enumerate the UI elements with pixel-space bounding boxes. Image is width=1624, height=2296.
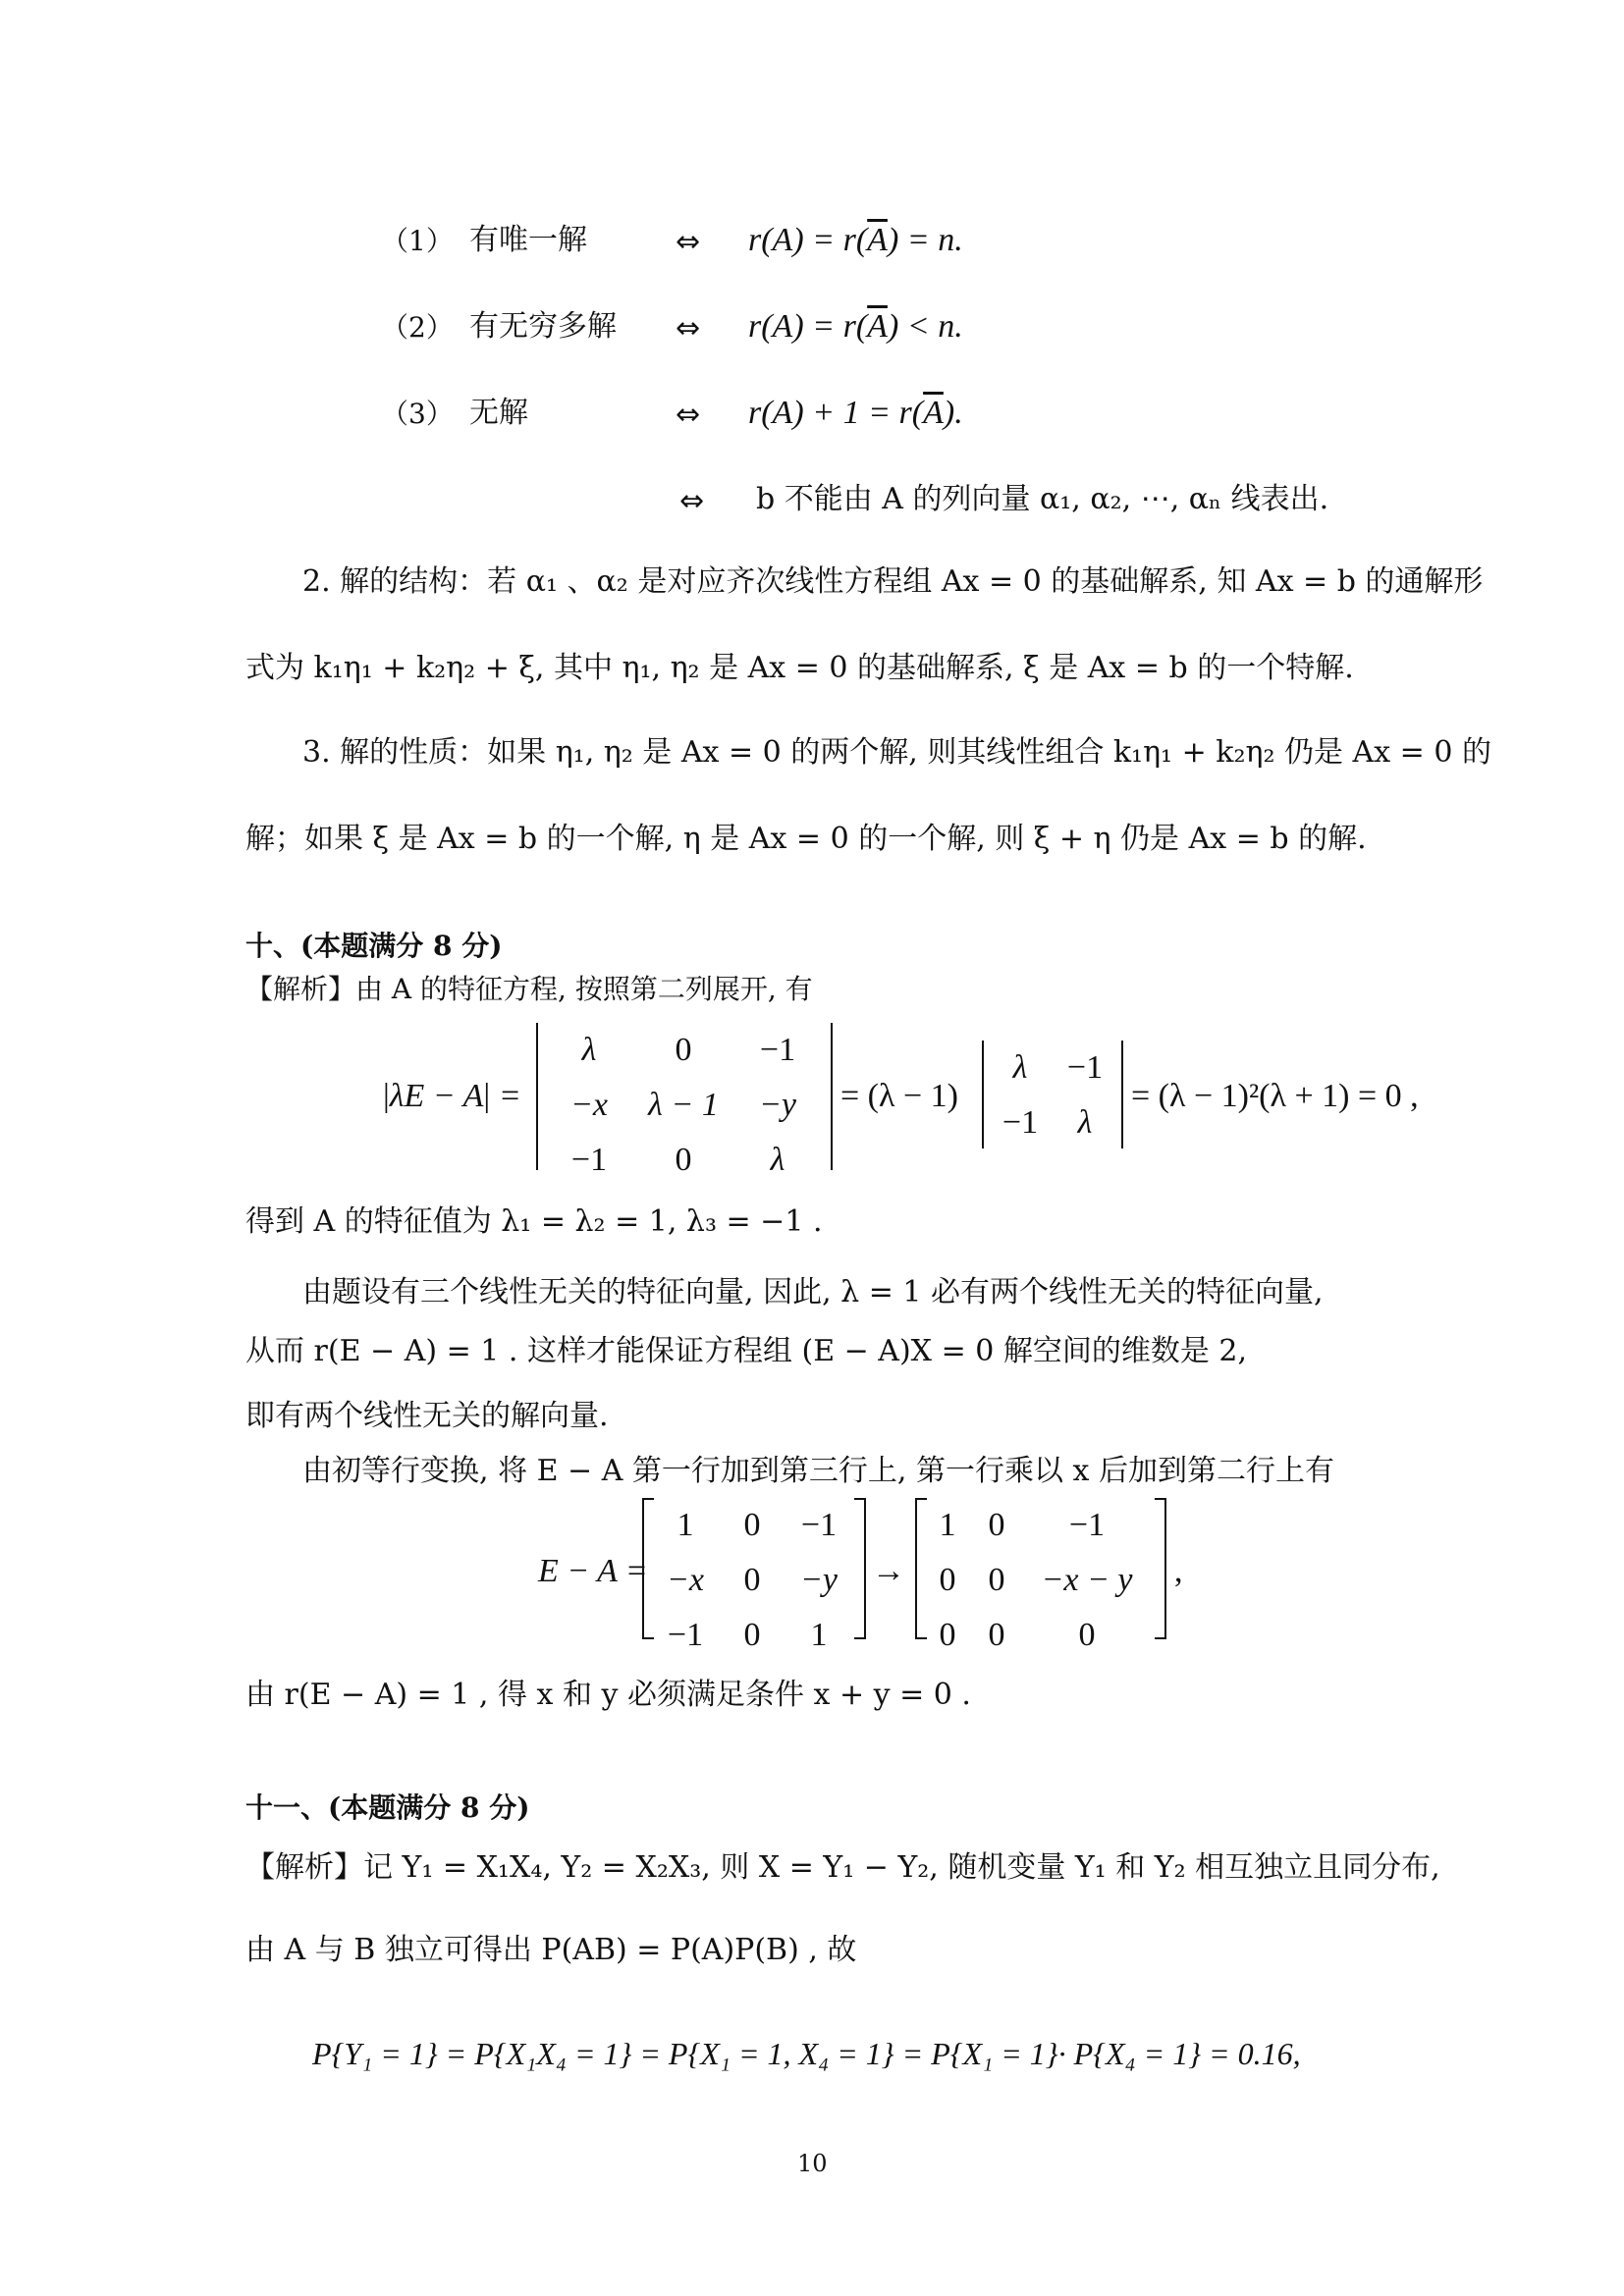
det3-cell: 0 (675, 1032, 692, 1068)
matrix-b-cell: 0 (939, 1562, 956, 1598)
arrow-icon: → (872, 1553, 905, 1589)
case-4-iff: ⇔ (679, 484, 705, 518)
det3-cell: λ (770, 1142, 785, 1178)
det3-cell: λ (581, 1032, 597, 1068)
matrix-b-cell: 0 (1078, 1617, 1096, 1653)
det3-cell: λ − 1 (648, 1087, 719, 1123)
section-11-equation: P{Y₁ = 1} = P{X₁X₄ = 1} = P{X₁ = 1, X₄ = 1} = P{X₁ = 1}· P{X₄ = 1} = 0.16, (312, 2036, 1301, 2071)
matrix-b-right-bracket (1155, 1498, 1166, 1639)
case-1-label: 有唯一解 (469, 223, 587, 257)
section-10-line-1: 由题设有三个线性无关的特征向量, 因此, λ = 1 必有两个线性无关的特征向量, (302, 1275, 1324, 1309)
det3-left-bar (536, 1023, 538, 1170)
page-number: 10 (797, 2150, 828, 2177)
case-3-iff: ⇔ (676, 398, 701, 432)
det-mid: = (λ − 1) (840, 1078, 958, 1114)
det2-cell: λ (1077, 1104, 1093, 1141)
det2-cell: −1 (1001, 1104, 1039, 1141)
det3-cell: −x (569, 1087, 609, 1123)
det3-cell: −1 (570, 1142, 608, 1178)
case-2-formula: $r(A) = r(\overline{A}) < n$. (748, 308, 963, 345)
case-3-number: （3） (381, 398, 454, 430)
section-10-line-2: 从而 r(E − A) = 1 . 这样才能保证方程组 (E − A)X = 0 解空间的维数是 2, (245, 1334, 1248, 1368)
matrix-a-cell: 1 (677, 1507, 694, 1543)
case-1-formula: $r(A) = r(\overline{A}) = n$. (748, 222, 963, 258)
matrix-b-cell: 0 (988, 1507, 1005, 1543)
section-11-heading: 十一、(本题满分 8 分) (245, 1791, 530, 1824)
matrix-a-cell: 0 (743, 1562, 761, 1598)
matrix-b-cell: 0 (939, 1617, 956, 1653)
det-rhs: = (λ − 1)²(λ + 1) = 0 , (1131, 1078, 1419, 1114)
case-2-label: 有无穷多解 (469, 309, 617, 344)
structure-line-2: 式为 k₁η₁ + k₂η₂ + ξ, 其中 η₁, η₂ 是 Ax = 0 的基础解系, ξ 是 Ax = b 的一个特解. (245, 651, 1354, 685)
section-10-line-4: 由初等行变换, 将 E − A 第一行加到第三行上, 第一行乘以 x 后加到第二行上有 (302, 1454, 1334, 1488)
det3-cell: 0 (675, 1142, 692, 1178)
matrix-b (923, 1498, 1153, 1663)
section-11-line-1: 【解析】记 Y₁ = X₁X₄, Y₂ = X₂X₃, 则 X = Y₁ − Y₂, 随机变量 Y₁ 和 Y₂ 相互独立且同分布, (245, 1850, 1440, 1885)
matrix-b-cell: −x − y (1041, 1562, 1133, 1598)
det2-left-bar (982, 1041, 984, 1148)
section-10-line-3: 即有两个线性无关的解向量. (245, 1399, 609, 1433)
det2-cell: λ (1012, 1049, 1028, 1086)
det2-matrix (988, 1041, 1117, 1150)
case-1-iff: ⇔ (676, 225, 701, 259)
matrix-a (652, 1498, 852, 1663)
det3-matrix (542, 1023, 825, 1188)
case-4-text: b 不能由 A 的列向量 α₁, α₂, ⋯, αₙ 线表出. (756, 482, 1329, 516)
section-11-line-2: 由 A 与 B 独立可得出 P(AB) = P(A)P(B) , 故 (245, 1933, 857, 1967)
matrix-a-cell: 0 (743, 1617, 761, 1653)
matrix-a-cell: −1 (667, 1617, 704, 1653)
section-10-intro: 【解析】由 A 的特征方程, 按照第二列展开, 有 (245, 973, 813, 1005)
matrix-b-cell: 0 (988, 1562, 1005, 1598)
matrix-a-right-bracket (854, 1498, 866, 1639)
matrix-a-cell: 1 (810, 1617, 828, 1653)
det3-right-bar (831, 1023, 833, 1170)
matrix-a-cell: −1 (800, 1507, 838, 1543)
property-line-2: 解；如果 ξ 是 Ax = b 的一个解, η 是 Ax = 0 的一个解, 则 ξ + η 仍是 Ax = b 的解. (245, 822, 1367, 856)
structure-line-1: 2. 解的结构：若 α₁ 、α₂ 是对应齐次线性方程组 Ax = 0 的基础解系, 知 Ax = b 的通解形 (302, 564, 1484, 599)
section-10-conclusion: 由 r(E − A) = 1 , 得 x 和 y 必须满足条件 x + y = 0 . (245, 1678, 971, 1712)
matrix-b-cell: 1 (939, 1507, 956, 1543)
det-lhs: |λE − A| (383, 1078, 491, 1114)
det3-cell: −y (758, 1087, 797, 1123)
eigenvalues-line: 得到 A 的特征值为 λ₁ = λ₂ = 1, λ₃ = −1 . (245, 1204, 823, 1239)
matrix-a-cell: −x (666, 1562, 705, 1598)
case-1-number: （1） (381, 225, 454, 257)
matrix-b-cell: 0 (988, 1617, 1005, 1653)
det2-cell: −1 (1066, 1049, 1104, 1086)
matrix-a-cell: −y (799, 1562, 839, 1598)
case-3-label: 无解 (469, 396, 528, 430)
case-3-formula: $r(A) + 1 = r(\overline{A})$. (748, 395, 963, 431)
matrix-a-cell: 0 (743, 1507, 761, 1543)
case-2-number: （2） (381, 311, 454, 344)
det2-right-bar (1121, 1041, 1123, 1148)
det3-cell: −1 (759, 1032, 796, 1068)
matrix-b-cell: −1 (1068, 1507, 1106, 1543)
case-2-iff: ⇔ (676, 311, 701, 346)
rr-tail: , (1174, 1553, 1183, 1589)
section-10-heading: 十、(本题满分 8 分) (245, 930, 503, 962)
rr-lhs: E − A = (538, 1553, 648, 1589)
property-line-1: 3. 解的性质：如果 η₁, η₂ 是 Ax = 0 的两个解, 则其线性组合 k₁η₁ + k₂η₂ 仍是 Ax = 0 的 (302, 735, 1491, 770)
